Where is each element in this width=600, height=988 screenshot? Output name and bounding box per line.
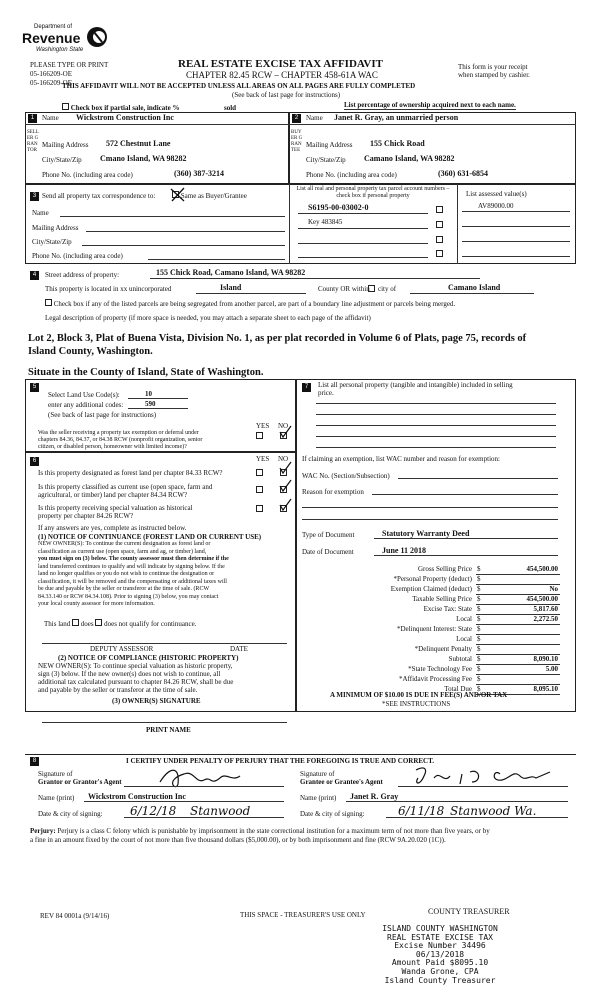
dollar-sign: $ bbox=[477, 665, 481, 673]
tax-row-label: Gross Selling Price bbox=[417, 565, 472, 573]
receipt-note-2: when stamped by cashier. bbox=[458, 71, 530, 79]
sec6-yes: YES bbox=[256, 455, 270, 463]
section-5-number: 5 bbox=[30, 383, 39, 392]
seller-city-label: City/State/Zip bbox=[42, 156, 82, 164]
tax-row-label: Subtotal bbox=[448, 655, 472, 663]
form-chapter: CHAPTER 82.45 RCW – CHAPTER 458-61A WAC bbox=[186, 70, 378, 80]
section-7-number: 7 bbox=[302, 383, 311, 392]
n1f: classification, it will be removed and the compensating or additional taxes will bbox=[38, 578, 227, 585]
grantee-name-label: Name (print) bbox=[300, 794, 337, 802]
grantee-sig-label-2: Grantee or Grantee's Agent bbox=[300, 778, 383, 786]
same-as-buyer-label: Same as Buyer/Grantee bbox=[180, 192, 247, 200]
form-title: REAL ESTATE EXCISE TAX AFFIDAVIT bbox=[178, 58, 383, 70]
located-label: This property is located in xx unincorporated bbox=[45, 285, 172, 293]
n2c: additional tax calculated pursuant to chapter 84.26 RCW, shall be due bbox=[38, 678, 234, 686]
county-value[interactable]: Island bbox=[220, 283, 242, 292]
legal-line-1[interactable]: Lot 2, Block 3, Plat of Buena Vista, Division No. 1, as per plat recorded in Volume 6 of Plats, page 75, records of bbox=[28, 333, 527, 344]
n2a: NEW OWNER(S): To continue special valuation as historic property, bbox=[38, 662, 233, 670]
checkmark-icon bbox=[279, 498, 293, 512]
does-not-checkbox[interactable] bbox=[95, 619, 102, 626]
form-code-1: 05-166209-OE bbox=[30, 70, 72, 78]
legal-label: Legal description of property (if more space is needed, you may attach a separate sheet to each page of the affidavit) bbox=[45, 314, 371, 322]
n1c: you must sign on (3) below. The county assessor must then determine if the bbox=[38, 556, 229, 562]
stamp-line: Excise Number 34496 bbox=[394, 941, 486, 951]
sec6-q2a: Is this property classified as current use (open space, farm and bbox=[38, 483, 213, 491]
parcel-header: List all real and personal property tax parcel account numbers – check box if personal property bbox=[296, 186, 450, 199]
dollar-sign: $ bbox=[477, 585, 481, 593]
tax-row-label: Local bbox=[456, 615, 472, 623]
parcel-key[interactable]: Key 483845 bbox=[308, 218, 343, 226]
dollar-sign: $ bbox=[477, 595, 481, 603]
n1h: 84.33.140 or RCW 84.34.108). Prior to signing (3) below, you may contact bbox=[38, 593, 219, 600]
wac-label: WAC No. (Section/Subsection) bbox=[302, 472, 390, 480]
does-checkbox[interactable] bbox=[72, 619, 79, 626]
perjury-label: Perjury: bbox=[30, 827, 56, 835]
tax-row-value[interactable]: 8,095.10 bbox=[533, 685, 558, 693]
dollar-sign: $ bbox=[477, 685, 481, 693]
n2b: sign (3) below. If the new owner(s) does not wish to continue, all bbox=[38, 670, 221, 678]
personal-prop-price: price. bbox=[318, 389, 334, 397]
n1e: land no longer qualifies or you do not wish to continue the designation or bbox=[38, 571, 215, 577]
section-3-number: 3 bbox=[30, 192, 39, 201]
addl-codes-value[interactable]: 590 bbox=[145, 400, 156, 408]
stamp-line: Wanda Grone, CPA bbox=[401, 966, 479, 976]
assessed-value[interactable]: AV89000.00 bbox=[478, 202, 514, 210]
dollar-sign: $ bbox=[477, 675, 481, 683]
sec6-q1-yes[interactable] bbox=[256, 469, 263, 476]
grantee-date-label: Date & city of signing: bbox=[300, 810, 365, 818]
partial-sale-label: Check box if partial sale, indicate % bbox=[70, 104, 180, 112]
logo-revenue: Revenue bbox=[22, 30, 81, 46]
dollar-sign: $ bbox=[477, 655, 481, 663]
certify-text: I CERTIFY UNDER PENALTY OF PERJURY THAT THE FOREGOING IS TRUE AND CORRECT. bbox=[126, 757, 435, 765]
tax-row-label: Excise Tax: State bbox=[423, 605, 472, 613]
n1i: your local county assessor for more information. bbox=[38, 601, 155, 607]
tax-row-label: *Delinquent Penalty bbox=[414, 645, 472, 653]
luc-label: Select Land Use Code(s): bbox=[48, 391, 120, 399]
seller-name[interactable]: Wickstrom Construction Inc bbox=[76, 113, 174, 122]
buyer-mail-label: Mailing Address bbox=[306, 141, 353, 149]
sec6-q3-yes[interactable] bbox=[256, 505, 263, 512]
dollar-sign: $ bbox=[477, 615, 481, 623]
n1b: classification as current use (open space, farm and ag, or timber) land, bbox=[38, 548, 207, 555]
grantee-sig-label-1: Signature of bbox=[300, 770, 335, 778]
sec5-yes-checkbox[interactable] bbox=[256, 432, 263, 439]
tax-row-label: *Personal Property (deduct) bbox=[393, 575, 472, 583]
tax-row-label: Exemption Claimed (deduct) bbox=[390, 585, 472, 593]
tax-row-value[interactable]: 8,090.10 bbox=[533, 655, 558, 663]
buyer-phone[interactable]: (360) 631-6854 bbox=[438, 169, 488, 178]
grantee-city[interactable]: Stanwood Wa. bbox=[450, 804, 537, 818]
sec5-no-checkbox[interactable] bbox=[280, 432, 287, 439]
doc-date-label: Date of Document bbox=[302, 548, 354, 556]
stamp-line: Amount Paid $8095.10 bbox=[391, 958, 489, 968]
grantee-name[interactable]: Janet R. Gray bbox=[350, 792, 399, 801]
sec6-q3b: property per chapter 84.26 RCW? bbox=[38, 512, 134, 520]
section-1-number: 1 bbox=[28, 114, 37, 123]
stamp-line: Island County Treasurer bbox=[384, 975, 496, 985]
grantor-name[interactable]: Wickstrom Construction Inc bbox=[88, 792, 186, 801]
partial-sale-checkbox[interactable] bbox=[62, 103, 69, 110]
sec5-seeback: (See back of last page for instructions) bbox=[48, 411, 157, 419]
tax-row-value[interactable]: 5,817.60 bbox=[533, 605, 558, 613]
seller-phone[interactable]: (360) 387-3214 bbox=[174, 169, 224, 178]
stamp-line: ISLAND COUNTY WASHINGTON bbox=[382, 924, 498, 933]
seller-city[interactable]: Cmano Island, WA 98282 bbox=[100, 154, 187, 163]
seller-mail-label: Mailing Address bbox=[42, 141, 89, 149]
parcel-checkbox-3[interactable] bbox=[436, 236, 443, 243]
same-as-buyer bbox=[172, 191, 247, 200]
luc-value[interactable]: 10 bbox=[145, 390, 152, 398]
parcel-checkbox-4[interactable] bbox=[436, 250, 443, 257]
sec5-q1a: Was the seller receiving a property tax exemption or deferral under bbox=[38, 430, 199, 436]
checkmark-icon bbox=[279, 479, 293, 493]
grantee-date[interactable]: 6/11/18 bbox=[398, 804, 445, 818]
rev-code: REV 84 0001a (9/14/16) bbox=[40, 912, 110, 920]
segregate-label: Check box if any of the listed parcels are being segregated from another parcel, are part of a boundary line adjustment or parcels being merged. bbox=[53, 300, 456, 308]
tax-row-label: *State Technology Fee bbox=[408, 665, 472, 673]
treasurer-stamp bbox=[340, 925, 540, 985]
grantor-sig-label-2: Grantor or Grantor's Agent bbox=[38, 778, 122, 786]
assessed-header: List assessed value(s) bbox=[466, 190, 527, 198]
percentage-note: List percentage of ownership acquired next to each name. bbox=[344, 101, 516, 109]
treasurer-space: THIS SPACE - TREASURER'S USE ONLY bbox=[240, 911, 366, 919]
corr-name-label: Name bbox=[32, 209, 49, 217]
please-type: PLEASE TYPE OR PRINT bbox=[30, 61, 109, 69]
perjury-line-2: a fine in an amount fixed by the court of not more than five thousand dollars ($5,000.00), or by both imprisonment and fine (RCW 9A.20.020 (1C)). bbox=[30, 836, 446, 844]
parcel-number[interactable]: S6195-00-03002-0 bbox=[308, 203, 369, 212]
doc-type-value[interactable]: Statutory Warranty Deed bbox=[382, 529, 470, 538]
buyer-name[interactable]: Janet R. Gray, an unmarried person bbox=[334, 113, 459, 122]
checkmark-icon bbox=[279, 425, 293, 439]
deputy-date-label: DATE bbox=[230, 645, 248, 653]
grantor-signature[interactable] bbox=[150, 762, 250, 792]
grantor-city[interactable]: Stanwood bbox=[190, 804, 251, 818]
correspondence-label: Send all property tax correspondence to: bbox=[42, 192, 156, 200]
notice-1-body bbox=[38, 541, 293, 609]
street-address[interactable]: 155 Chick Road, Camano Island, WA 98282 bbox=[156, 268, 306, 277]
tax-row-label: Total Due bbox=[444, 685, 472, 693]
seller-side-label: SELLER GRANTOR bbox=[27, 130, 39, 153]
legal-line-2[interactable]: Island County, Washington. bbox=[28, 346, 153, 357]
tax-row-value[interactable]: 5.00 bbox=[545, 665, 558, 673]
buyer-city-label: City/State/Zip bbox=[306, 156, 346, 164]
doc-date-value[interactable]: June 11 2018 bbox=[382, 546, 427, 555]
buyer-city[interactable]: Camano Island, WA 98282 bbox=[364, 154, 455, 163]
sec5-yes: YES bbox=[256, 422, 270, 430]
doc-type-label: Type of Document bbox=[302, 531, 355, 539]
owner-signature-label: (3) OWNER(S) SIGNATURE bbox=[112, 697, 201, 705]
personal-prop-label: List all personal property (tangible and intangible) included in selling bbox=[318, 381, 513, 389]
tax-row-value[interactable]: 454,500.00 bbox=[526, 565, 558, 573]
street-label: Street address of property: bbox=[45, 271, 120, 279]
grantor-date-label: Date & city of signing: bbox=[38, 810, 103, 818]
seller-mail[interactable]: 572 Chestnut Lane bbox=[106, 139, 171, 148]
city-checkbox[interactable] bbox=[368, 285, 375, 292]
corr-phone-label: Phone No. (including area code) bbox=[32, 252, 123, 260]
see-instructions: *SEE INSTRUCTIONS bbox=[382, 700, 451, 708]
sec6-q3a: Is this property receiving special valuation as historical bbox=[38, 504, 193, 512]
segregate-checkbox[interactable] bbox=[45, 299, 52, 306]
buyer-phone-label: Phone No. (including area code) bbox=[306, 171, 397, 179]
seller-name-label: Name bbox=[42, 114, 59, 122]
logo-state: Washington State bbox=[36, 47, 84, 53]
county-treasurer: COUNTY TREASURER bbox=[428, 907, 510, 916]
sec6-q1-no[interactable] bbox=[280, 469, 287, 476]
situate-line[interactable]: Situate in the County of Island, State of Washington. bbox=[28, 367, 264, 378]
buyer-mail[interactable]: 155 Chick Road bbox=[370, 139, 425, 148]
notice-2-heading: (2) NOTICE OF COMPLIANCE (HISTORIC PROPERTY) bbox=[58, 654, 239, 662]
section-6-number: 6 bbox=[30, 457, 39, 466]
sec6-q2b: agricultural, or timber) land per chapter 84.34 RCW? bbox=[38, 491, 188, 499]
sec6-q3-no[interactable] bbox=[280, 505, 287, 512]
checkmark-icon bbox=[279, 461, 293, 475]
grantor-name-label: Name (print) bbox=[38, 794, 75, 802]
this-land-label: This land bbox=[44, 620, 71, 628]
sec5-no: NO bbox=[278, 422, 289, 430]
continuance-row bbox=[44, 619, 196, 628]
parcel-checkbox-1[interactable] bbox=[436, 206, 443, 213]
sec6-q1: Is this property designated as forest land per chapter 84.33 RCW? bbox=[38, 469, 223, 477]
sec5-q1b: chapters 84.36, 84.37, or 84.38 RCW (nonprofit organization, senior bbox=[38, 437, 203, 443]
stamp-line: REAL ESTATE EXCISE TAX bbox=[387, 932, 493, 942]
grantor-sig-label-1: Signature of bbox=[38, 770, 73, 778]
sec6-ifany: If any answers are yes, complete as instructed below. bbox=[38, 524, 187, 532]
print-name-label: PRINT NAME bbox=[146, 726, 191, 734]
tax-row-label: Taxable Selling Price bbox=[412, 595, 472, 603]
notice-1-heading: (1) NOTICE OF CONTINUANCE (FOREST LAND OR CURRENT USE) bbox=[38, 533, 262, 541]
partial-sale-row bbox=[62, 103, 179, 112]
receipt-note-1: This form is your receipt bbox=[458, 63, 528, 71]
n2d: and payable by the seller or transferor at the time of sale. bbox=[38, 686, 198, 694]
dollar-sign: $ bbox=[477, 635, 481, 643]
warning-text: THIS AFFIDAVIT WILL NOT BE ACCEPTED UNLESS ALL AREAS ON ALL PAGES ARE FULLY COMPLETED bbox=[62, 82, 416, 90]
segregate-row bbox=[45, 299, 455, 308]
dollar-sign: $ bbox=[477, 645, 481, 653]
n1d: land transferred continues to qualify and will indicate by signing below. If the bbox=[38, 563, 225, 570]
section-8-number: 8 bbox=[30, 757, 39, 766]
sold-label: sold bbox=[224, 104, 237, 112]
notice-2-body bbox=[38, 662, 293, 694]
minimum-note: A MINIMUM OF $10.00 IS DUE IN FEE(S) AND/OR TAX bbox=[330, 691, 508, 699]
dollar-sign: $ bbox=[477, 605, 481, 613]
parcel-checkbox-2[interactable] bbox=[436, 221, 443, 228]
reason-label: Reason for exemption bbox=[302, 488, 364, 496]
corr-city-label: City/State/Zip bbox=[32, 238, 72, 246]
does-label: does bbox=[80, 620, 94, 628]
sec6-no: NO bbox=[278, 455, 289, 463]
form-code-2: 05-166209-OE bbox=[30, 79, 72, 87]
county-or-within: County OR within bbox=[318, 285, 370, 293]
city-of-label: city of bbox=[378, 285, 397, 293]
tax-row-value[interactable]: 454,500.00 bbox=[526, 595, 558, 603]
perjury-line-1 bbox=[30, 827, 490, 835]
buyer-name-label: Name bbox=[306, 114, 323, 122]
tax-row-label: *Delinquent Interest: State bbox=[396, 625, 472, 633]
dollar-sign: $ bbox=[477, 625, 481, 633]
corr-mail-label: Mailing Address bbox=[32, 224, 79, 232]
sec5-q1c: citizen, or disabled person, homeowner with limited income)? bbox=[38, 444, 187, 450]
tax-row-value[interactable]: 2,272.50 bbox=[533, 615, 558, 623]
n1a: NEW OWNER(S): To continue the current designation as forest land or bbox=[38, 541, 211, 547]
stamp-line: 06/13/2018 bbox=[415, 949, 465, 959]
tax-row-value[interactable]: No bbox=[549, 585, 558, 593]
exemption-claim-label: If claiming an exemption, list WAC number and reason for exemption: bbox=[302, 455, 500, 463]
deputy-assessor-label: DEPUTY ASSESSOR bbox=[90, 645, 154, 653]
sec6-q2-yes[interactable] bbox=[256, 486, 263, 493]
tax-row-label: *Affidavit Processing Fee bbox=[399, 675, 472, 683]
dollar-sign: $ bbox=[477, 565, 481, 573]
tax-row-label: Local bbox=[456, 635, 472, 643]
does-not-label: does not qualify for continuance. bbox=[104, 620, 197, 628]
section-4-number: 4 bbox=[30, 271, 39, 280]
revenue-logo-icon bbox=[86, 26, 108, 48]
dollar-sign: $ bbox=[477, 575, 481, 583]
n1g: be due and payable by the seller or transferor at the time of sale. (RCW bbox=[38, 586, 210, 592]
addl-codes-label: enter any additional codes: bbox=[48, 401, 124, 409]
section-2-number: 2 bbox=[292, 114, 301, 123]
same-as-buyer-checkbox[interactable] bbox=[172, 191, 179, 198]
revenue-logo bbox=[22, 22, 112, 60]
perjury-text-1: Perjury is a class C felony which is punishable by imprisonment in the state correctional institution for a maximum term of not more than five years, or by bbox=[57, 827, 490, 835]
sec6-q2-no[interactable] bbox=[280, 486, 287, 493]
logo-dept: Department of bbox=[34, 24, 73, 30]
grantor-date[interactable]: 6/12/18 bbox=[130, 804, 177, 818]
seller-phone-label: Phone No. (including area code) bbox=[42, 171, 133, 179]
city-value[interactable]: Camano Island bbox=[448, 283, 501, 292]
checkmark-icon bbox=[170, 187, 186, 203]
instructions-note: (See back of last page for instructions) bbox=[232, 91, 341, 99]
buyer-side-label: BUYER GRANTEE bbox=[291, 130, 303, 153]
